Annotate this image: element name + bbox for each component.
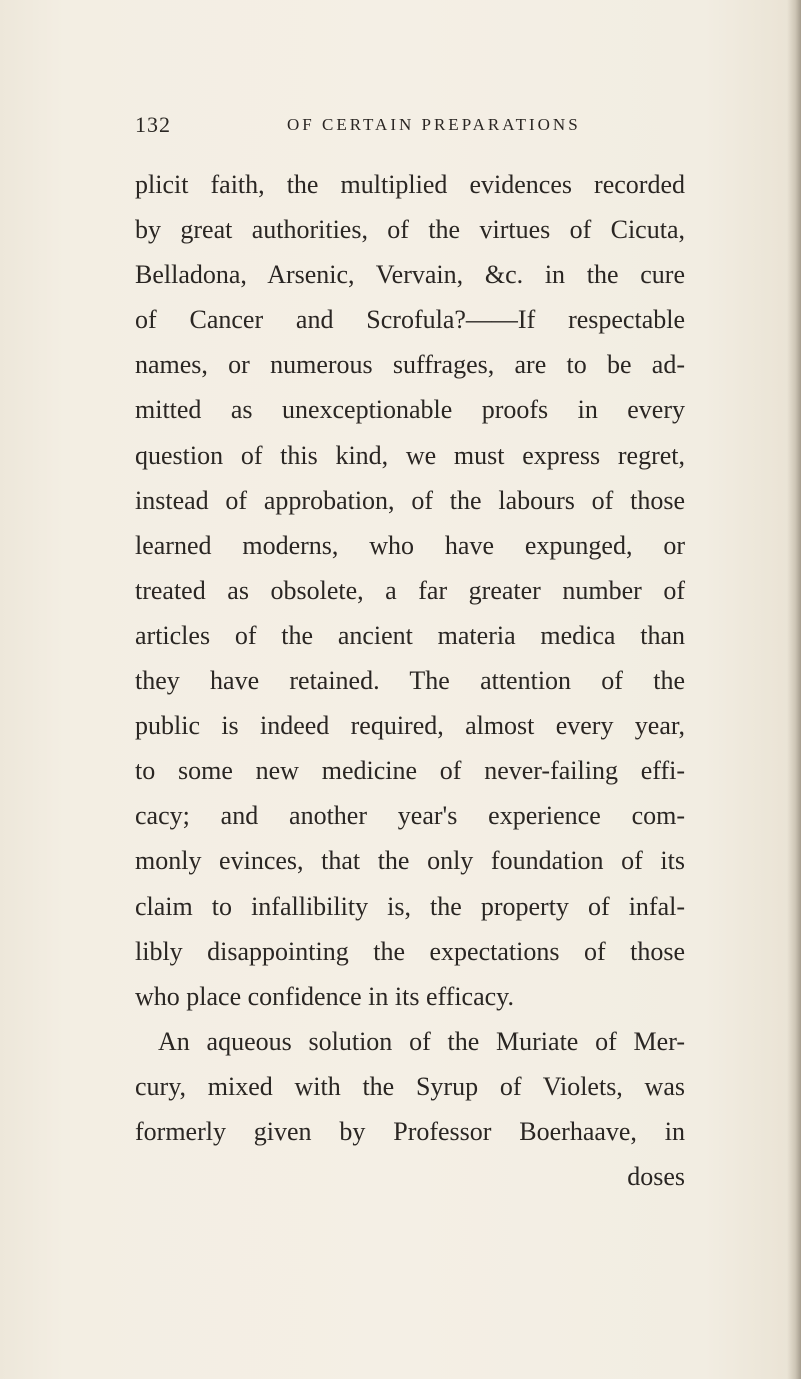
running-head: OF CERTAIN PREPARATIONS bbox=[287, 115, 581, 134]
text-line: question of this kind, we must express regret, bbox=[135, 440, 685, 470]
text-line: plicit faith, the multiplied evidences recorded bbox=[135, 170, 685, 199]
text-line: claim to infallibility is, the property of infal- bbox=[135, 891, 685, 921]
text-line: monly evinces, that the only foundation of its bbox=[135, 846, 685, 876]
page-number: 132 bbox=[135, 112, 171, 137]
text-line: instead of approbation, of the labours of those bbox=[135, 485, 685, 515]
text-line: names, or numerous suffrages, are to be ad- bbox=[135, 350, 685, 380]
catchword: doses bbox=[627, 1162, 685, 1192]
text-line: by great authorities, of the virtues of Cicuta, bbox=[135, 215, 685, 245]
page-edge-shadow bbox=[787, 0, 801, 1379]
text-line: who place confidence in its efficacy. bbox=[135, 981, 514, 1011]
text-line: formerly given by Professor Boerhaave, in bbox=[135, 1116, 685, 1146]
body-text bbox=[135, 162, 685, 1199]
text-line: to some new medicine of never-failing effi- bbox=[135, 756, 685, 786]
text-line: Belladona, Arsenic, Vervain, &c. in the cure bbox=[135, 260, 685, 290]
text-line: they have retained. The attention of the bbox=[135, 666, 685, 696]
text-line: libly disappointing the expectations of those bbox=[135, 936, 685, 966]
text-line: cury, mixed with the Syrup of Violets, was bbox=[135, 1071, 685, 1101]
text-line: cacy; and another year's experience com- bbox=[135, 801, 685, 831]
page-header bbox=[135, 112, 735, 148]
text-line: treated as obsolete, a far greater number of bbox=[135, 575, 685, 605]
text-line: learned moderns, who have expunged, or bbox=[135, 530, 685, 560]
text-line-paragraph-start: An aqueous solution of the Muriate of Mer- bbox=[158, 1026, 685, 1056]
text-line: of Cancer and Scrofula?——If respectable bbox=[135, 305, 685, 335]
text-line: mitted as unexceptionable proofs in every bbox=[135, 395, 685, 425]
text-line: articles of the ancient materia medica than bbox=[135, 620, 685, 650]
text-line: public is indeed required, almost every year, bbox=[135, 711, 685, 741]
